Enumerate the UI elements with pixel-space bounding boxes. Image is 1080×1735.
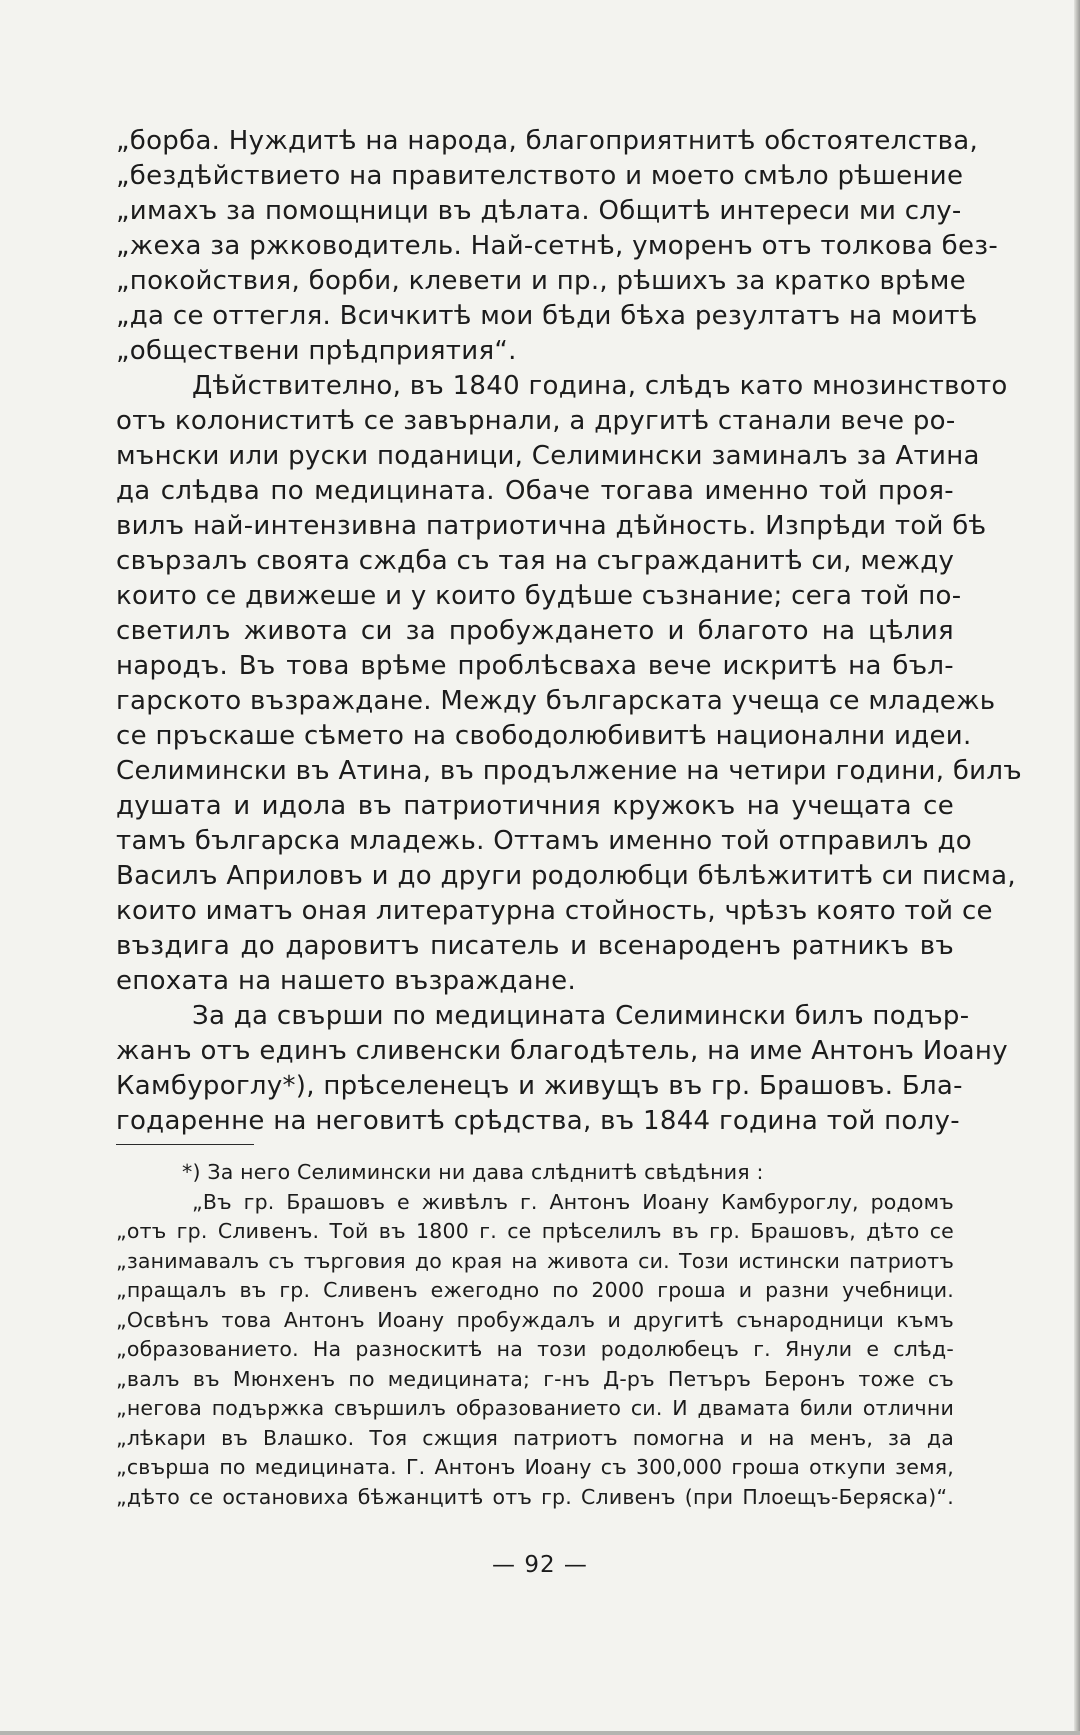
- text-line: които иматъ оная литературна стойность, чрѣзъ която той се: [116, 896, 993, 926]
- text-line: Василъ Априловъ и до други родолюбци бѣлѣжититѣ си писма,: [116, 861, 1016, 891]
- footnote-line: „образованието. На разноскитѣ на този родолюбецъ г. Янули е слѣд-: [116, 1337, 954, 1361]
- text-line: светилъ живота си за пробуждането и благото на цѣлия: [116, 616, 954, 646]
- text-line: гарското възраждане. Между българската учеща се младежь: [116, 686, 996, 716]
- text-line: „жеха за ржководитель. Най-сетнѣ, уморенъ отъ толкова без-: [116, 231, 999, 261]
- text-line: „обществени прѣдприятия“.: [116, 336, 517, 366]
- text-line: душата и идола въ патриотичния кружокъ на учещата се: [116, 791, 954, 821]
- text-line: се пръскаше сѣмето на свободолюбивитѣ национални идеи.: [116, 721, 972, 751]
- footnote-line: „занимавалъ съ търговия до края на живота си. Този истински патриотъ: [116, 1248, 954, 1273]
- text-line: мънски или руски поданици, Селимински заминалъ за Атина: [116, 441, 980, 471]
- text-line: „бездѣйствието на правителството и моето смѣло рѣшение: [116, 161, 964, 191]
- text-line: Камбуроглу*), прѣселенецъ и живущъ въ гр. Брашовъ. Бла-: [116, 1071, 963, 1101]
- footnote-line: „свърша по медицината. Г. Антонъ Иоану съ 300,000 гроша откупи земя,: [116, 1455, 954, 1479]
- footnote-line: „негова подържка свършилъ образованието си. И двамата били отлични: [116, 1396, 954, 1420]
- text-line: които се движеше и у които будѣше съзнание; сега той по-: [116, 581, 962, 611]
- footnote-line: „отъ гр. Сливенъ. Той въ 1800 г. се прѣселилъ въ гр. Брашовъ, дѣто се: [116, 1219, 954, 1243]
- text-line: да слѣдва по медицината. Обаче тогава именно той проя-: [116, 476, 954, 506]
- text-line: жанъ отъ единъ сливенски благодѣтель, на име Антонъ Иоану: [116, 1036, 1008, 1066]
- footnote-line: „валъ въ Мюнхенъ по медицината; г-нъ Д-ръ Петъръ Беронъ тоже съ: [116, 1366, 954, 1391]
- footnote-line: „дѣто се остановиха бѣжанцитѣ отъ гр. Сливенъ (при Плоещъ-Беряска)“.: [116, 1484, 954, 1509]
- text-line: народъ. Въ това врѣме проблѣсваха вече искритѣ на бъл-: [116, 651, 954, 681]
- text-line: „покойствия, борби, клевети и пр., рѣшихъ за кратко врѣме: [116, 266, 966, 296]
- page-bottom-edge: [0, 1731, 1080, 1735]
- footnote-line: „Освѣнъ това Антонъ Иоану пробуждалъ и другитѣ сънародници къмъ: [116, 1307, 954, 1332]
- footnote-line: „Въ гр. Брашовъ е живѣлъ г. Антонъ Иоану Камбуроглу, родомъ: [192, 1189, 954, 1214]
- text-line: Селимински въ Атина, въ продължение на четири години, билъ: [116, 756, 1022, 786]
- footnote-divider: [116, 1144, 254, 1145]
- paragraph-start-line: Дѣйствително, въ 1840 година, слѣдъ като мнозинството: [192, 371, 1008, 401]
- footnote-line: „пращалъ въ гр. Сливенъ ежегодно по 2000 гроша и разни учебници.: [116, 1278, 954, 1302]
- text-line: тамъ българска младежь. Оттамъ именно той отправилъ до: [116, 826, 972, 856]
- page-number: — 92 —: [492, 1552, 588, 1578]
- paragraph-start-line: За да свърши по медицината Селимински билъ подър-: [192, 1001, 970, 1031]
- text-line: „имахъ за помощници въ дѣлата. Общитѣ интереси ми слу-: [116, 196, 962, 226]
- footnote-block: [116, 1158, 954, 1512]
- main-text-body: [116, 124, 1022, 1139]
- text-line: епохата на нашето възраждане.: [116, 966, 577, 996]
- text-line: „да се оттегля. Всичкитѣ мои бѣди бѣха резултатъ на моитѣ: [116, 301, 978, 331]
- footnote-line: „лѣкари въ Влашко. Тоя сжщия патриотъ помогна и на менъ, за да: [116, 1425, 954, 1450]
- page-edge-shadow: [1074, 0, 1080, 1735]
- footnote-heading: *) За него Селимински ни дава слѣднитѣ свѣдѣния :: [182, 1160, 764, 1184]
- text-line: свързалъ своята сждба съ тая на съгражданитѣ си, между: [116, 546, 955, 576]
- text-line: вилъ най-интензивна патриотична дѣйность. Изпрѣди той бѣ: [116, 511, 987, 541]
- text-line: отъ колониститѣ се завърнали, а другитѣ станали вече ро-: [116, 406, 956, 436]
- text-line: въздига до даровитъ писатель и всенароденъ ратникъ въ: [116, 931, 954, 961]
- text-line: „борба. Нуждитѣ на народа, благоприятнитѣ обстоятелства,: [116, 126, 979, 156]
- text-line: годаренне на неговитѣ срѣдства, въ 1844 година той полу-: [116, 1106, 960, 1136]
